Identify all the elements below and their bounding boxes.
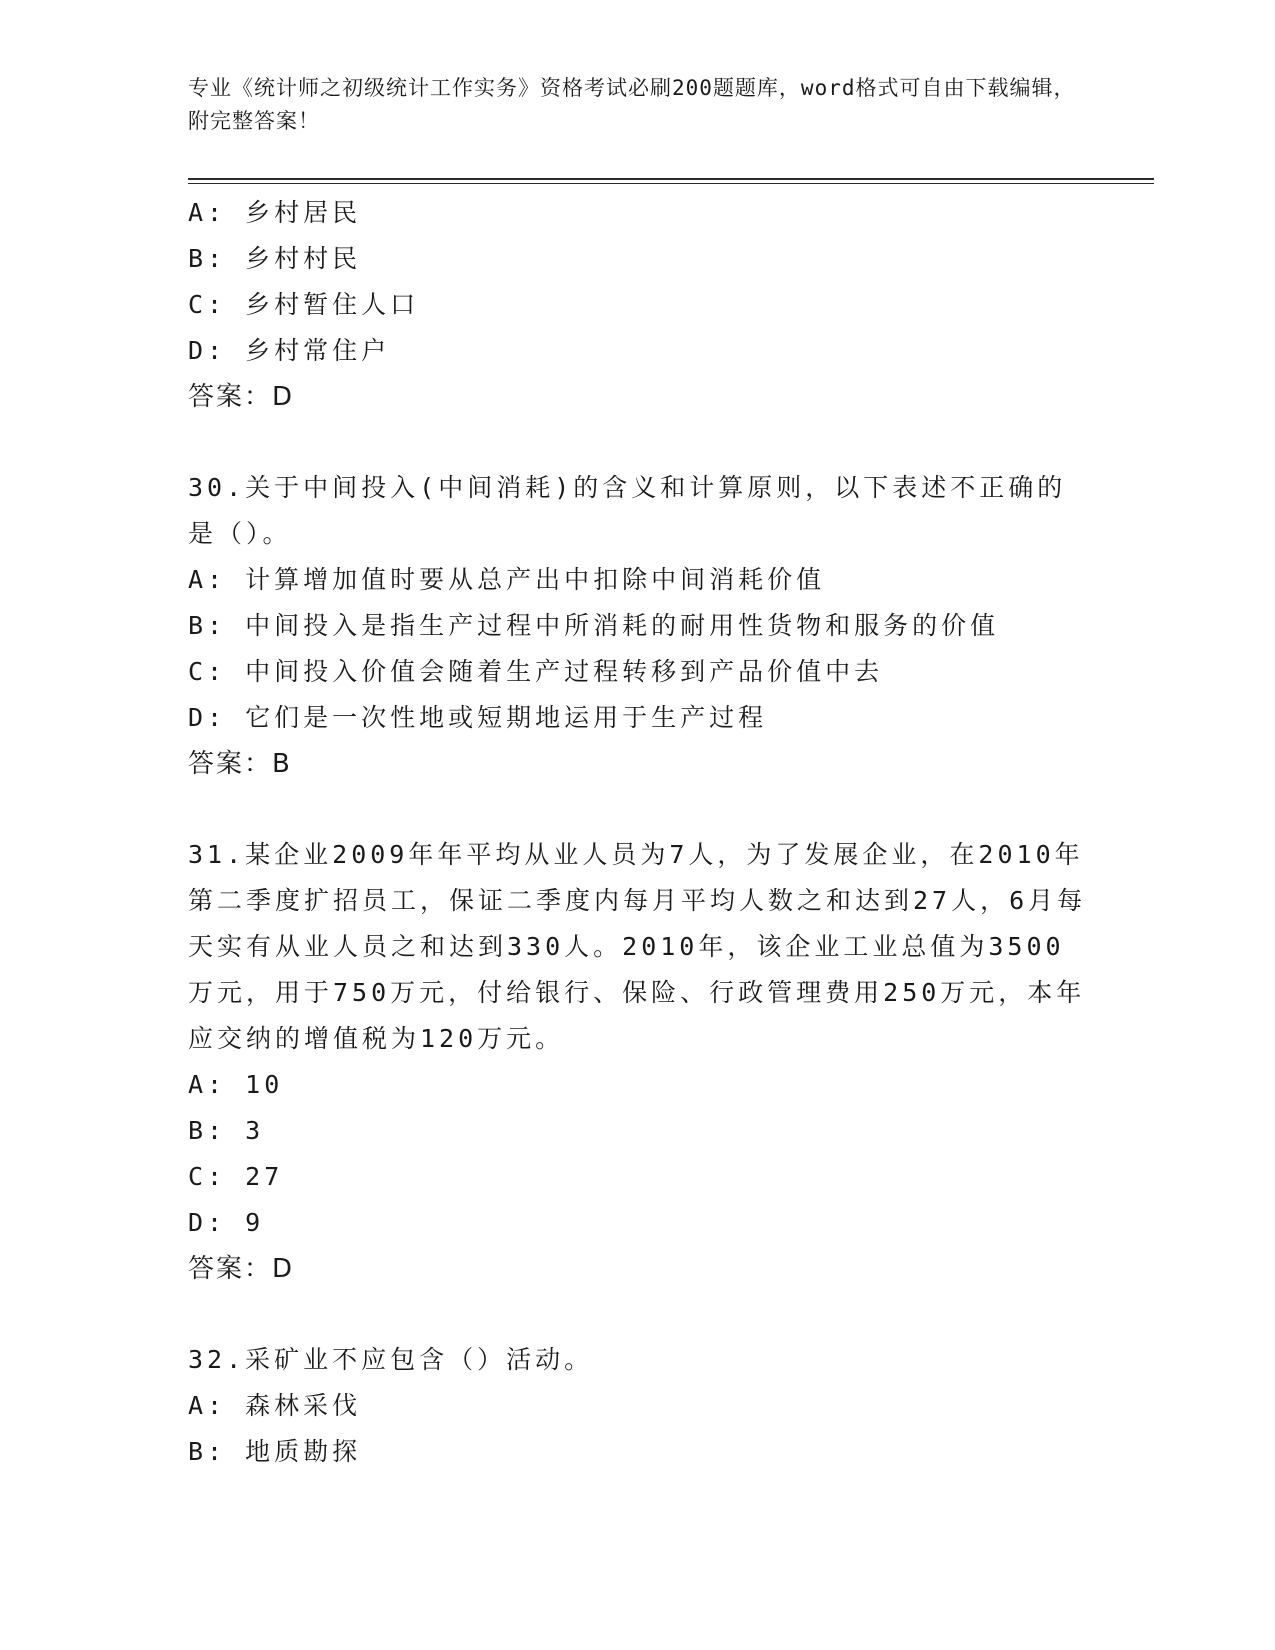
question-32	[188, 1337, 1088, 1475]
answer-label: 答案：B	[188, 749, 292, 779]
question-29-continued	[188, 190, 1088, 420]
option-d: D: 乡村常住户	[188, 336, 391, 365]
spacer	[188, 1292, 1088, 1337]
option-a: A: 森林采伐	[188, 1391, 362, 1420]
answer-label: 答案：D	[188, 1254, 295, 1284]
option-d: D: 它们是一次性地或短期地运用于生产过程	[188, 703, 768, 732]
document-content	[188, 190, 1088, 1475]
option-a: A: 10	[188, 1070, 284, 1099]
option-b: B: 中间投入是指生产过程中所消耗的耐用性货物和服务的价值	[188, 611, 1000, 640]
option-c: C: 乡村暂住人口	[188, 290, 420, 319]
option-b: B: 3	[188, 1116, 265, 1145]
header-rule-thin	[188, 183, 1154, 184]
option-a: A: 计算增加值时要从总产出中扣除中间消耗价值	[188, 565, 826, 594]
option-d: D: 9	[188, 1208, 265, 1237]
option-a: A: 乡村居民	[188, 198, 362, 227]
document-header: 专业《统计师之初级统计工作实务》资格考试必刷200题题库，word格式可自由下载编辑，附完整答案！	[188, 76, 1076, 133]
question-stem: 30.关于中间投入(中间消耗)的含义和计算原则，以下表述不正确的是（）。	[188, 473, 1067, 548]
question-stem: 32.采矿业不应包含（）活动。	[188, 1345, 594, 1374]
answer-label: 答案：D	[188, 382, 295, 412]
spacer	[188, 787, 1088, 832]
option-b: B: 地质勘探	[188, 1437, 362, 1466]
option-c: C: 27	[188, 1162, 284, 1191]
header-rule-thick	[188, 178, 1154, 180]
option-c: C: 中间投入价值会随着生产过程转移到产品价值中去	[188, 657, 884, 686]
option-b: B: 乡村村民	[188, 244, 362, 273]
question-30	[188, 465, 1088, 787]
spacer	[188, 420, 1088, 465]
question-31	[188, 832, 1088, 1292]
question-stem: 31.某企业2009年年平均从业人员为7人，为了发展企业，在2010年第二季度扩招员工，保证二季度内每月平均人数之和达到27人，6月每天实有从业人员之和达到330人。2010年，该企业工业总值为3500万元，用于750万元，付给银行、保险、行政管理费用250万元，本年应交纳的增值税为120万元。	[188, 840, 1087, 1053]
